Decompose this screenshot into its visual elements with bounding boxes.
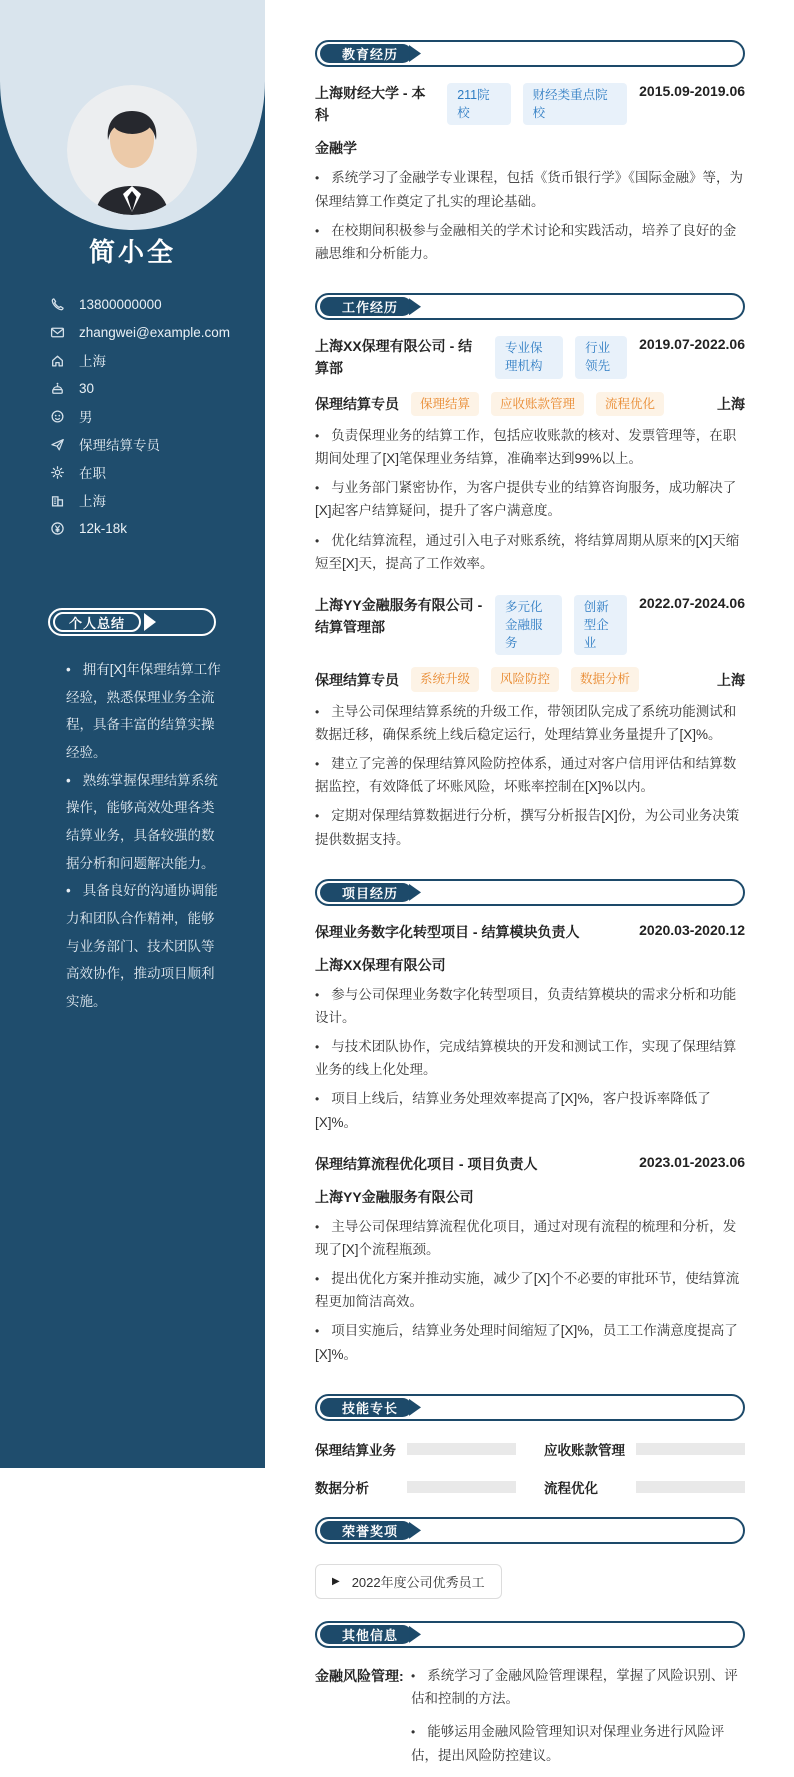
project-date: 2023.01-2023.06 xyxy=(639,1153,745,1170)
contact-value: 13800000000 xyxy=(79,296,162,312)
job-intention-icon xyxy=(50,437,65,452)
project-bullet-text: 主导公司保理结算流程优化项目，通过对现有流程的梳理和分析，发现了[X]个流程瓶颈。 xyxy=(315,1218,737,1257)
project-bullet xyxy=(315,1215,745,1261)
contact-value: 男 xyxy=(79,410,93,425)
skill-bar xyxy=(636,1443,745,1455)
summary-bullet-text: 拥有[X]年保理结算工作经验，熟悉保理业务全流程，具备丰富的结算实操经验。 xyxy=(66,662,221,761)
contact-row-hometown xyxy=(50,346,235,374)
bullet-dot: • xyxy=(411,1668,416,1683)
mail-icon xyxy=(50,325,65,340)
contact-row-gender xyxy=(50,402,235,430)
project-bullet-text: 项目上线后，结算业务处理效率提高了[X]%，客户投诉率降低了[X]%。 xyxy=(315,1091,711,1130)
contact-value: 12k-18k xyxy=(79,520,128,536)
role-tag: 流程优化 xyxy=(596,392,664,416)
project-company: 上海XX保理有限公司 xyxy=(315,956,446,973)
education-entry-header xyxy=(315,83,745,126)
project-name: 保理结算流程优化项目 - 项目负责人 xyxy=(315,1155,538,1172)
job-bullet xyxy=(315,424,745,470)
job-location: 上海 xyxy=(717,671,745,688)
section-title: 教育经历 xyxy=(342,47,399,62)
job-bullet-text: 与业务部门紧密协作，为客户提供专业的结算咨询服务，成功解决了[X]起客户结算疑问，提升了客户满意度。 xyxy=(315,480,737,519)
section-header-other xyxy=(315,1621,745,1648)
section-title: 技能专长 xyxy=(342,1400,399,1416)
company-tag: 多元化金融服务 xyxy=(495,595,562,655)
section-title: 项目经历 xyxy=(342,885,399,901)
contact-row-email xyxy=(50,318,235,346)
bullet-dot: • xyxy=(315,757,320,771)
contact-row-salary xyxy=(50,514,235,542)
section-title-pill xyxy=(320,1398,412,1417)
contact-value: 上海 xyxy=(79,354,106,369)
salary-icon xyxy=(50,521,65,536)
contact-list xyxy=(0,290,265,542)
role-tag: 保理结算 xyxy=(411,392,479,416)
role-title: 保理结算专员 xyxy=(315,671,399,688)
education-bullet-text: 在校期间积极参与金融相关的学术讨论和实践活动，培养了良好的金融思维和分析能力。 xyxy=(315,222,737,262)
section-title: 其他信息 xyxy=(342,1627,399,1643)
contact-row-job-intention xyxy=(50,430,235,458)
job-role-row xyxy=(315,392,745,416)
triangle-icon: ▶ xyxy=(332,1575,340,1587)
section-header-skills xyxy=(315,1394,745,1421)
skill-bar xyxy=(407,1481,516,1493)
bullet-dot: • xyxy=(66,662,71,677)
job-bullet-text: 负责保理业务的结算工作，包括应收账款的核对、发票管理等，在职期间处理了[X]笔保理业务结算，准确率达到99%以上。 xyxy=(315,427,737,466)
bullet-dot: • xyxy=(315,987,320,1002)
bullet-dot: • xyxy=(411,1725,416,1740)
company-tags xyxy=(495,595,627,655)
company-name: 上海YY金融服务有限公司 - 结算管理部 xyxy=(315,597,483,635)
job-bullet-text: 优化结算流程，通过引入电子对账系统，将结算周期从原来的[X]天缩短至[X]天，提高了工作效率。 xyxy=(315,532,740,571)
other-bullet xyxy=(411,1664,745,1710)
project-bullet xyxy=(315,1035,745,1081)
bullet-dot: • xyxy=(315,481,320,496)
other-info-block xyxy=(315,1664,745,1777)
summary-bullet xyxy=(66,767,221,878)
summary-bullet-text: 熟练掌握保理结算系统操作，能够高效处理各类结算业务，具备较强的数据分析和问题解决能力。 xyxy=(66,772,218,871)
project-bullet-text: 与技术团队协作，完成结算模块的开发和测试工作，实现了保理结算业务的线上化处理。 xyxy=(315,1039,737,1078)
contact-value: 保理结算专员 xyxy=(79,438,160,453)
personal-summary-section xyxy=(0,608,265,1016)
skill-item xyxy=(544,1477,745,1497)
section-pill-tail-icon xyxy=(409,45,421,62)
contact-value: 在职 xyxy=(79,466,106,481)
bullet-dot: • xyxy=(315,1324,320,1339)
other-info-label: 金融风险管理: xyxy=(315,1667,404,1684)
contact-value: zhangwei@example.com xyxy=(79,324,231,340)
skill-label: 数据分析 xyxy=(315,1480,369,1496)
role-tag: 应收账款管理 xyxy=(491,392,584,416)
role-title: 保理结算专员 xyxy=(315,395,399,412)
honor-label: 2022年度公司优秀员工 xyxy=(351,1574,485,1590)
job-bullet xyxy=(315,700,745,746)
school-tag: 财经类重点院校 xyxy=(523,83,628,125)
skill-item xyxy=(544,1439,745,1459)
contact-row-city xyxy=(50,486,235,514)
bullet-dot: • xyxy=(66,883,71,899)
major-name: 金融学 xyxy=(315,140,357,157)
other-info-bullets xyxy=(411,1664,745,1777)
section-pill-tail-icon xyxy=(409,1399,421,1416)
project-bullet xyxy=(315,1319,745,1365)
summary-bullets xyxy=(66,656,221,1016)
avatar xyxy=(67,85,197,215)
job-bullet xyxy=(315,529,745,575)
company-tag: 专业保理机构 xyxy=(495,336,563,378)
education-bullet xyxy=(315,219,745,265)
school-tag: 211院校 xyxy=(447,83,510,125)
job-bullet-text: 建立了完善的保理结算风险防控体系，通过对客户信用评估和结算数据监控，有效降低了坏账风险，坏账率控制在[X]%以内。 xyxy=(315,756,737,795)
company-tags xyxy=(495,336,627,378)
resume-main xyxy=(315,0,745,1777)
section-pill-tail-icon xyxy=(409,1522,421,1539)
city-icon xyxy=(50,493,65,508)
honor-chip[interactable] xyxy=(315,1564,502,1599)
section-header-projects xyxy=(315,879,745,906)
job-date: 2019.07-2022.06 xyxy=(639,336,745,353)
project-bullets xyxy=(315,983,745,1134)
school-name: 上海财经大学 - 本科 xyxy=(315,85,426,123)
section-title-pill xyxy=(320,883,412,902)
contact-row-job-status xyxy=(50,458,235,486)
summary-title: 个人总结 xyxy=(69,615,126,631)
project-bullet-text: 参与公司保理业务数字化转型项目，负责结算模块的需求分析和功能设计。 xyxy=(315,986,737,1025)
section-pill-tail-icon xyxy=(409,884,421,901)
home-icon xyxy=(50,353,65,368)
bullet-dot: • xyxy=(315,704,320,719)
job-bullet xyxy=(315,804,745,850)
summary-bullet xyxy=(66,877,221,1015)
project-bullet-text: 提出优化方案并推动实施，减少了[X]个不必要的审批环节，使结算流程更加简洁高效。 xyxy=(315,1271,740,1310)
section-header-work xyxy=(315,293,745,320)
education-bullets xyxy=(315,166,745,265)
bullet-dot: • xyxy=(315,171,320,186)
bullet-dot: • xyxy=(315,809,320,824)
job-entry-header xyxy=(315,336,745,379)
project-company: 上海YY金融服务有限公司 xyxy=(315,1188,474,1205)
job-bullets xyxy=(315,700,745,851)
bullet-dot: • xyxy=(315,533,320,548)
skill-item xyxy=(315,1439,516,1459)
education-bullet xyxy=(315,166,745,212)
project-bullet xyxy=(315,1087,745,1133)
project-date: 2020.03-2020.12 xyxy=(639,921,745,938)
other-bullet-text: 系统学习了金融风险管理课程，掌握了风险识别、评估和控制的方法。 xyxy=(411,1667,738,1707)
other-bullet xyxy=(411,1720,745,1766)
summary-title-pill xyxy=(53,612,141,632)
gender-icon xyxy=(50,409,65,424)
section-title: 荣誉奖项 xyxy=(342,1523,399,1539)
section-title-pill xyxy=(320,44,412,63)
bullet-dot: • xyxy=(315,223,320,238)
section-pill-tail-icon xyxy=(409,1626,421,1643)
contact-row-age xyxy=(50,374,235,402)
job-bullet-text: 定期对保理结算数据进行分析，撰写分析报告[X]份，为公司业务决策提供数据支持。 xyxy=(315,808,740,847)
job-status-icon xyxy=(50,465,65,480)
job-location: 上海 xyxy=(717,395,745,412)
summary-bullet-text: 具备良好的沟通协调能力和团队合作精神，能够与业务部门、技术团队等高效协作，推动项目顺利实施。 xyxy=(66,883,218,1010)
job-role-row xyxy=(315,667,745,691)
job-bullet xyxy=(315,752,745,798)
skill-label: 应收账款管理 xyxy=(544,1442,625,1458)
age-icon xyxy=(50,381,65,396)
contact-row-phone xyxy=(50,290,235,318)
summary-pill-tail-icon xyxy=(144,613,156,631)
project-entry-header xyxy=(315,922,745,944)
project-bullet xyxy=(315,983,745,1029)
bullet-dot: • xyxy=(315,1272,320,1286)
project-name: 保理业务数字化转型项目 - 结算模块负责人 xyxy=(315,923,580,940)
role-tag: 系统升级 xyxy=(411,667,479,691)
section-header-education xyxy=(315,40,745,67)
project-bullets xyxy=(315,1215,745,1366)
skill-bar xyxy=(636,1481,745,1493)
section-title: 工作经历 xyxy=(342,300,399,316)
section-title-pill xyxy=(320,1625,412,1644)
summary-header xyxy=(48,608,216,636)
other-bullet-text: 能够运用金融风险管理知识对保理业务进行风险评估，提出风险防控建议。 xyxy=(411,1724,725,1763)
company-tag: 创新型企业 xyxy=(574,595,627,655)
job-bullet xyxy=(315,476,745,522)
bullet-dot: • xyxy=(315,428,320,443)
summary-bullet xyxy=(66,656,221,767)
role-tag: 风险防控 xyxy=(491,667,559,691)
company-name: 上海XX保理有限公司 - 结算部 xyxy=(315,338,473,376)
section-title-pill xyxy=(320,1521,412,1540)
bullet-dot: • xyxy=(315,1092,320,1107)
bullet-dot: • xyxy=(66,772,71,788)
job-bullets xyxy=(315,424,745,575)
education-date: 2015.09-2019.06 xyxy=(639,83,746,99)
section-header-honors xyxy=(315,1517,745,1544)
contact-value: 上海 xyxy=(79,494,106,509)
project-entry-header xyxy=(315,1154,745,1176)
skill-label: 流程优化 xyxy=(544,1480,598,1496)
job-date: 2022.07-2024.06 xyxy=(639,595,745,612)
section-title-pill xyxy=(320,297,412,316)
sidebar xyxy=(0,0,265,1468)
skill-item xyxy=(315,1477,516,1497)
contact-value: 30 xyxy=(79,380,95,396)
project-bullet-text: 项目实施后，结算业务处理时间缩短了[X]%，员工工作满意度提高了[X]%。 xyxy=(315,1323,738,1362)
candidate-name: 简小全 xyxy=(88,237,176,267)
skill-label: 保理结算业务 xyxy=(315,1442,396,1458)
avatar-photo-icon xyxy=(67,85,197,215)
project-bullet xyxy=(315,1267,745,1313)
role-tag: 数据分析 xyxy=(571,667,639,691)
job-bullet-text: 主导公司保理结算系统的升级工作，带领团队完成了系统功能测试和数据迁移，确保系统上线后稳定运行，处理结算业务量提升了[X]%。 xyxy=(315,703,737,742)
phone-icon xyxy=(50,297,65,312)
bullet-dot: • xyxy=(315,1219,320,1234)
company-tag: 行业领先 xyxy=(575,336,627,378)
section-pill-tail-icon xyxy=(409,298,421,315)
job-entry-header xyxy=(315,595,745,655)
skill-bar xyxy=(407,1443,516,1455)
education-bullet-text: 系统学习了金融学专业课程，包括《货币银行学》《国际金融》等，为保理结算工作奠定了扎实的理论基础。 xyxy=(315,170,743,209)
bullet-dot: • xyxy=(315,1040,320,1054)
